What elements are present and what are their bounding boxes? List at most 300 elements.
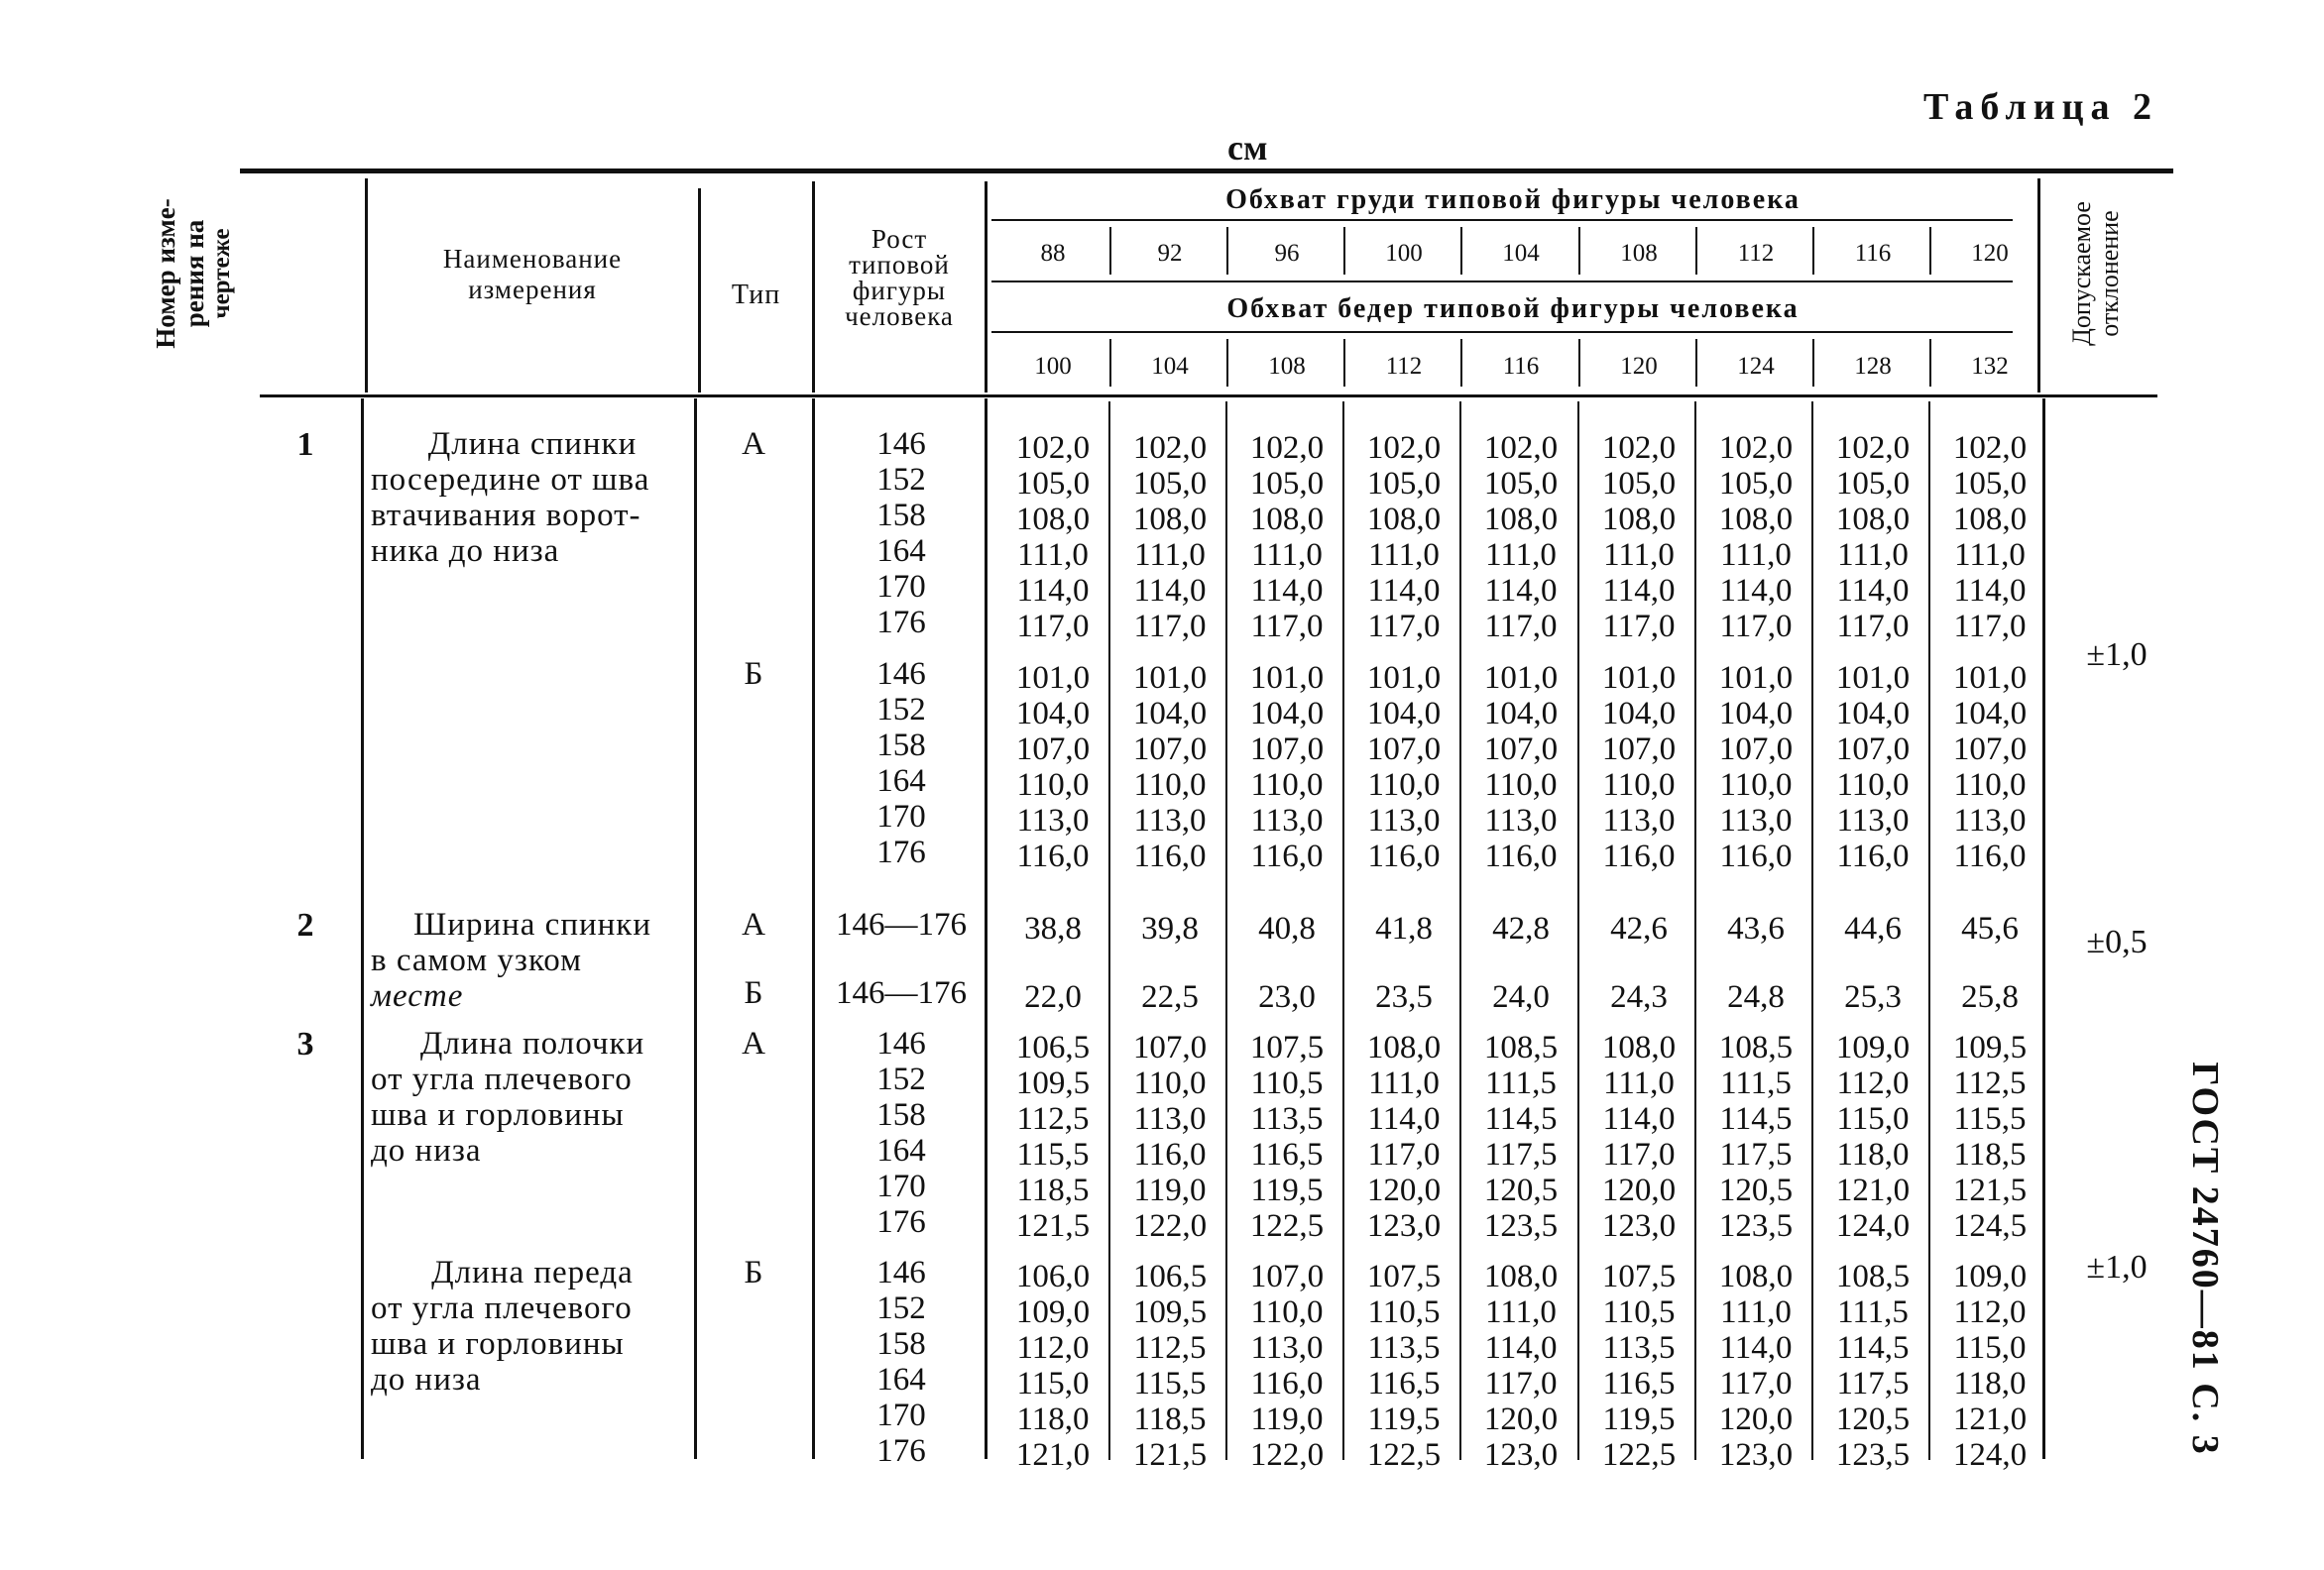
value-column	[1462, 911, 1579, 947]
cell-value: 112,0	[1953, 1294, 2027, 1330]
cell-value: 124,0	[1952, 1437, 2028, 1473]
cell-value: 112,5	[1016, 1101, 1090, 1137]
cell-value: 108,0	[1015, 502, 1091, 537]
header-hip-girth: Обхват бедер типовой фигуры человека	[1226, 293, 1800, 324]
cell-value: 113,0	[1836, 803, 1910, 839]
cell-value: 113,0	[1133, 1101, 1207, 1137]
cell-value: 108,0	[1718, 1259, 1794, 1294]
height-value: 176	[876, 1204, 926, 1240]
measure-name-line: посередине от шва	[371, 462, 650, 498]
value-column	[994, 1259, 1111, 1473]
height-value: 158	[876, 498, 926, 533]
chest-header-rule	[991, 219, 2013, 221]
size-sep	[1226, 339, 1228, 387]
chest-size: 96	[1274, 240, 1300, 267]
cell-value: 108,0	[1601, 502, 1677, 537]
hip-size: 108	[1268, 353, 1306, 380]
value-column	[1580, 660, 1697, 874]
cell-value: 107,0	[1601, 731, 1677, 767]
cell-value: 112,0	[1836, 1065, 1910, 1101]
cell-value: 117,0	[1133, 609, 1207, 644]
figure-type: А	[742, 907, 765, 943]
cell-value: 107,5	[1601, 1259, 1677, 1294]
cell-value: 108,0	[1718, 502, 1794, 537]
header-chest-girth: Обхват груди типовой фигуры человека	[1225, 184, 1801, 215]
cell-value: 105,0	[1483, 466, 1559, 502]
cell-value: 107,0	[1015, 731, 1091, 767]
cell-value: 114,0	[1953, 573, 2027, 609]
cell-value: 102,0	[1952, 430, 2028, 466]
cell-value: 117,0	[1016, 609, 1090, 644]
height-values	[827, 1255, 976, 1469]
cell-value: 106,5	[1015, 1030, 1091, 1065]
cell-value: 117,0	[1953, 609, 2027, 644]
measure-name-line: от угла плечевого	[371, 1062, 633, 1097]
cell-value: 111,0	[1720, 1294, 1792, 1330]
cell-value: 101,0	[1601, 660, 1677, 696]
cell-value: 23,0	[1258, 979, 1316, 1015]
cell-value: 38,8	[1024, 911, 1082, 947]
cell-value: 108,5	[1718, 1030, 1794, 1065]
cell-value: 111,5	[1485, 1065, 1557, 1101]
measure-name-line: от угла плечевого	[371, 1290, 633, 1326]
cell-value: 114,0	[1836, 573, 1910, 609]
table-title: Таблица 2	[1923, 86, 2159, 128]
cell-value: 118,5	[1016, 1173, 1090, 1208]
value-column	[1697, 911, 1814, 947]
cell-value: 106,5	[1132, 1259, 1208, 1294]
cell-value: 109,0	[1015, 1294, 1091, 1330]
value-column	[1111, 1030, 1228, 1244]
cell-value: 114,0	[1484, 1330, 1558, 1366]
hip-size: 120	[1620, 353, 1658, 380]
units-label: см	[1227, 128, 1268, 168]
height-value: 170	[876, 569, 926, 605]
cell-value: 119,5	[1250, 1173, 1324, 1208]
cell-value: 108,5	[1835, 1259, 1911, 1294]
size-sep	[1109, 339, 1111, 387]
header-measure-name: Наименование измерения	[442, 244, 623, 304]
cell-value: 113,0	[1484, 803, 1558, 839]
cell-value: 116,0	[1133, 1137, 1207, 1173]
cell-value: 107,0	[1249, 731, 1325, 767]
cell-value: 102,0	[1601, 430, 1677, 466]
cell-value: 108,0	[1601, 1030, 1677, 1065]
cell-value: 111,0	[1368, 537, 1440, 573]
cell-value: 123,5	[1835, 1437, 1911, 1473]
measure-name-line: Длина спинки	[427, 426, 638, 462]
side-caption: ГОСТ 24760—81 С. 3	[2184, 1062, 2226, 1456]
cell-value: 111,0	[1485, 537, 1557, 573]
cell-value: 122,0	[1249, 1437, 1325, 1473]
cell-value: 122,5	[1601, 1437, 1677, 1473]
cell-value: 107,0	[1132, 731, 1208, 767]
cell-value: 24,3	[1610, 979, 1668, 1015]
height-value: 170	[876, 799, 926, 835]
chest-size: 120	[1971, 240, 2009, 267]
cell-value: 102,0	[1015, 430, 1091, 466]
cell-value: 108,0	[1366, 502, 1442, 537]
cell-value: 113,0	[1602, 803, 1676, 839]
value-column	[1345, 979, 1462, 1015]
cell-value: 105,0	[1718, 466, 1794, 502]
cell-value: 114,0	[1719, 573, 1793, 609]
col-sep	[694, 398, 697, 1459]
value-column	[1228, 660, 1345, 874]
cell-value: 22,0	[1024, 979, 1082, 1015]
cell-value: 107,0	[1718, 731, 1794, 767]
size-sep	[1343, 339, 1345, 387]
cell-value: 45,6	[1961, 911, 2019, 947]
cell-value: 115,5	[1953, 1101, 2027, 1137]
value-column	[1697, 1259, 1814, 1473]
cell-value: 102,0	[1718, 430, 1794, 466]
col-sep	[361, 398, 364, 1459]
cell-value: 113,5	[1602, 1330, 1676, 1366]
value-column	[1580, 911, 1697, 947]
height-values	[827, 656, 976, 870]
value-column	[1931, 1030, 2048, 1244]
value-column	[1228, 979, 1345, 1015]
cell-value: 120,0	[1718, 1402, 1794, 1437]
cell-value: 105,0	[1366, 466, 1442, 502]
cell-value: 107,0	[1132, 1030, 1208, 1065]
cell-value: 111,0	[1134, 537, 1206, 573]
cell-value: 109,5	[1132, 1294, 1208, 1330]
header-bottom-rule	[260, 394, 2157, 397]
value-column	[1111, 430, 1228, 644]
cell-value: 104,0	[1718, 696, 1794, 731]
cell-value: 110,0	[1250, 1294, 1324, 1330]
value-column	[1931, 911, 2048, 947]
value-column	[1345, 1030, 1462, 1244]
value-column	[1814, 1030, 1931, 1244]
hip-size: 116	[1502, 353, 1540, 380]
height-value: 146	[876, 656, 926, 692]
cell-value: 44,6	[1844, 911, 1902, 947]
value-column	[1462, 979, 1579, 1015]
cell-value: 104,0	[1132, 696, 1208, 731]
cell-value: 121,0	[1015, 1437, 1091, 1473]
measure-name-line: ника до низа	[371, 533, 560, 569]
measure-name-line: шва и горловины	[371, 1326, 625, 1362]
cell-value: 117,0	[1719, 609, 1793, 644]
cell-value: 116,5	[1250, 1137, 1324, 1173]
height-value: 158	[876, 728, 926, 763]
cell-value: 111,0	[1603, 1065, 1675, 1101]
hip-header-rule	[991, 331, 2013, 333]
size-sep	[1226, 227, 1228, 275]
cell-value: 42,8	[1492, 911, 1550, 947]
value-column	[1580, 1259, 1697, 1473]
value-column	[1931, 1259, 2048, 1473]
hip-size: 128	[1854, 353, 1892, 380]
cell-value: 116,0	[1719, 839, 1793, 874]
measure-number: 1	[296, 426, 314, 463]
cell-value: 117,0	[1836, 609, 1910, 644]
value-column	[1111, 1259, 1228, 1473]
cell-value: 111,0	[1603, 537, 1675, 573]
header-type: Тип	[731, 280, 781, 310]
cell-value: 107,0	[1366, 731, 1442, 767]
figure-type: Б	[744, 1255, 763, 1290]
cell-value: 111,0	[1954, 537, 2026, 573]
cell-value: 104,0	[1835, 696, 1911, 731]
cell-value: 104,0	[1601, 696, 1677, 731]
cell-value: 120,0	[1366, 1173, 1442, 1208]
tolerance-value: ±0,5	[2086, 924, 2148, 960]
cell-value: 104,0	[1249, 696, 1325, 731]
height-values	[827, 975, 976, 1011]
value-column	[1931, 430, 2048, 644]
height-value: 152	[876, 462, 926, 498]
cell-value: 121,5	[1132, 1437, 1208, 1473]
header-height: Рост типовой фигуры человека	[845, 224, 954, 331]
cell-value: 113,0	[1250, 803, 1324, 839]
value-column	[1580, 979, 1697, 1015]
cell-value: 108,0	[1483, 1259, 1559, 1294]
cell-value: 111,5	[1720, 1065, 1792, 1101]
cell-value: 116,0	[1602, 839, 1676, 874]
cell-value: 25,8	[1961, 979, 2019, 1015]
cell-value: 120,0	[1601, 1173, 1677, 1208]
cell-value: 117,0	[1484, 609, 1558, 644]
value-column	[1931, 979, 2048, 1015]
cell-value: 107,5	[1366, 1259, 1442, 1294]
cell-value: 105,0	[1132, 466, 1208, 502]
height-value: 164	[876, 763, 926, 799]
size-sep	[1578, 339, 1580, 387]
value-column	[1814, 979, 1931, 1015]
cell-value: 121,5	[1952, 1173, 2028, 1208]
cell-value: 115,5	[1133, 1366, 1207, 1402]
cell-value: 110,5	[1602, 1294, 1676, 1330]
cell-value: 105,0	[1601, 466, 1677, 502]
figure-type: А	[742, 1026, 765, 1062]
cell-value: 117,0	[1602, 1137, 1676, 1173]
measure-name-line: Длина полочки	[419, 1026, 645, 1062]
chest-size: 116	[1854, 240, 1892, 267]
height-value: 152	[876, 692, 926, 728]
cell-value: 104,0	[1952, 696, 2028, 731]
cell-value: 110,0	[1719, 767, 1793, 803]
cell-value: 110,0	[1602, 767, 1676, 803]
height-value: 146—176	[836, 975, 967, 1011]
cell-value: 23,5	[1375, 979, 1433, 1015]
height-value: 170	[876, 1169, 926, 1204]
cell-value: 108,0	[1483, 502, 1559, 537]
cell-value: 123,5	[1718, 1208, 1794, 1244]
cell-value: 111,0	[1837, 537, 1909, 573]
value-column	[994, 979, 1111, 1015]
cell-value: 104,0	[1366, 696, 1442, 731]
height-value: 164	[876, 1362, 926, 1398]
cell-value: 107,0	[1952, 731, 2028, 767]
cell-value: 104,0	[1015, 696, 1091, 731]
cell-value: 116,0	[1484, 839, 1558, 874]
cell-value: 117,0	[1367, 609, 1441, 644]
cell-value: 120,5	[1483, 1173, 1559, 1208]
cell-value: 117,0	[1367, 1137, 1441, 1173]
height-value: 152	[876, 1062, 926, 1097]
cell-value: 114,5	[1719, 1101, 1793, 1137]
value-column	[994, 911, 1111, 947]
cell-value: 110,0	[1484, 767, 1558, 803]
height-value: 176	[876, 605, 926, 640]
measure-name-line: шва и горловины	[371, 1097, 625, 1133]
value-column	[1345, 430, 1462, 644]
height-value: 158	[876, 1097, 926, 1133]
height-value: 164	[876, 1133, 926, 1169]
cell-value: 116,0	[1367, 839, 1441, 874]
cell-value: 117,5	[1719, 1137, 1793, 1173]
cell-value: 42,6	[1610, 911, 1668, 947]
measure-name	[371, 907, 694, 1014]
size-sep	[1460, 227, 1462, 275]
chest-size: 88	[1040, 240, 1066, 267]
cell-value: 105,0	[1952, 466, 2028, 502]
sizes-rule	[991, 280, 2013, 282]
cell-value: 101,0	[1015, 660, 1091, 696]
figure-type: Б	[744, 975, 763, 1011]
cell-value: 101,0	[1249, 660, 1325, 696]
cell-value: 110,5	[1250, 1065, 1324, 1101]
cell-value: 40,8	[1258, 911, 1316, 947]
cell-value: 116,0	[1133, 839, 1207, 874]
size-sep	[1812, 227, 1814, 275]
cell-value: 102,0	[1366, 430, 1442, 466]
value-column	[994, 430, 1111, 644]
measure-name-line: до низа	[371, 1133, 482, 1169]
value-column	[1697, 660, 1814, 874]
figure-type: А	[742, 426, 765, 462]
cell-value: 118,5	[1133, 1402, 1207, 1437]
value-column	[1814, 911, 1931, 947]
cell-value: 109,5	[1952, 1030, 2028, 1065]
height-value: 164	[876, 533, 926, 569]
chest-size: 100	[1385, 240, 1423, 267]
value-column	[1814, 660, 1931, 874]
cell-value: 107,0	[1249, 1259, 1325, 1294]
cell-value: 122,0	[1132, 1208, 1208, 1244]
cell-value: 112,5	[1953, 1065, 2027, 1101]
cell-value: 119,0	[1250, 1402, 1324, 1437]
cell-value: 116,5	[1367, 1366, 1441, 1402]
cell-value: 122,5	[1366, 1437, 1442, 1473]
measure-name-line: Длина переда	[431, 1255, 634, 1290]
height-value: 146	[876, 1255, 926, 1290]
cell-value: 110,0	[1133, 767, 1207, 803]
header-tolerance: Допускаемое отклонение	[2067, 201, 2124, 346]
cell-value: 101,0	[1718, 660, 1794, 696]
cell-value: 39,8	[1141, 911, 1199, 947]
cell-value: 102,0	[1249, 430, 1325, 466]
cell-value: 123,0	[1718, 1437, 1794, 1473]
value-column	[1814, 1259, 1931, 1473]
cell-value: 111,0	[1017, 537, 1089, 573]
cell-value: 118,0	[1836, 1137, 1910, 1173]
cell-value: 114,0	[1602, 573, 1676, 609]
value-column	[1697, 430, 1814, 644]
cell-value: 113,5	[1250, 1101, 1324, 1137]
measure-name	[371, 1255, 694, 1398]
cell-value: 114,0	[1367, 573, 1441, 609]
chest-size: 108	[1620, 240, 1658, 267]
cell-value: 113,0	[1133, 803, 1207, 839]
value-column	[994, 1030, 1111, 1244]
cell-value: 116,0	[1953, 839, 2027, 874]
value-column	[1111, 911, 1228, 947]
cell-value: 121,0	[1835, 1173, 1911, 1208]
cell-value: 105,0	[1835, 466, 1911, 502]
measure-number: 2	[296, 907, 314, 944]
cell-value: 43,6	[1727, 911, 1785, 947]
cell-value: 110,0	[1367, 767, 1441, 803]
cell-value: 123,0	[1601, 1208, 1677, 1244]
cell-value: 110,0	[1250, 767, 1324, 803]
value-column	[1697, 1030, 1814, 1244]
value-column	[1814, 430, 1931, 644]
cell-value: 121,5	[1015, 1208, 1091, 1244]
cell-value: 113,0	[1250, 1330, 1324, 1366]
cell-value: 110,0	[1953, 767, 2027, 803]
cell-value: 107,5	[1249, 1030, 1325, 1065]
chest-size: 92	[1157, 240, 1183, 267]
cell-value: 110,5	[1367, 1294, 1441, 1330]
cell-value: 114,0	[1719, 1330, 1793, 1366]
measure-name-line: месте	[371, 978, 464, 1014]
cell-value: 107,0	[1483, 731, 1559, 767]
height-value: 146	[876, 1026, 926, 1062]
cell-value: 116,0	[1836, 839, 1910, 874]
value-column	[1228, 1259, 1345, 1473]
cell-value: 116,5	[1602, 1366, 1676, 1402]
cell-value: 101,0	[1835, 660, 1911, 696]
header-measure-no: Номер изме- рения на чертеже	[151, 198, 235, 349]
measure-number: 3	[296, 1026, 314, 1063]
cell-value: 123,0	[1366, 1208, 1442, 1244]
cell-value: 118,0	[1016, 1402, 1090, 1437]
cell-value: 124,5	[1952, 1208, 2028, 1244]
measure-name	[371, 426, 694, 569]
height-value: 146	[876, 426, 926, 462]
cell-value: 25,3	[1844, 979, 1902, 1015]
value-column	[1462, 660, 1579, 874]
cell-value: 120,0	[1483, 1402, 1559, 1437]
cell-value: 111,0	[1485, 1294, 1557, 1330]
cell-value: 108,5	[1483, 1030, 1559, 1065]
cell-value: 24,0	[1492, 979, 1550, 1015]
cell-value: 112,5	[1133, 1330, 1207, 1366]
cell-value: 114,0	[1250, 573, 1324, 609]
cell-value: 119,5	[1367, 1402, 1441, 1437]
cell-value: 116,0	[1016, 839, 1090, 874]
size-sep	[1695, 339, 1697, 387]
value-column	[1462, 430, 1579, 644]
cell-value: 117,0	[1250, 609, 1324, 644]
size-sep	[1460, 339, 1462, 387]
measure-name-line: до низа	[371, 1362, 482, 1398]
cell-value: 105,0	[1249, 466, 1325, 502]
cell-value: 117,5	[1484, 1137, 1558, 1173]
cell-value: 109,0	[1835, 1030, 1911, 1065]
value-column	[1228, 911, 1345, 947]
cell-value: 108,0	[1366, 1030, 1442, 1065]
cell-value: 108,0	[1132, 502, 1208, 537]
cell-value: 101,0	[1952, 660, 2028, 696]
value-column	[1462, 1030, 1579, 1244]
height-value: 158	[876, 1326, 926, 1362]
